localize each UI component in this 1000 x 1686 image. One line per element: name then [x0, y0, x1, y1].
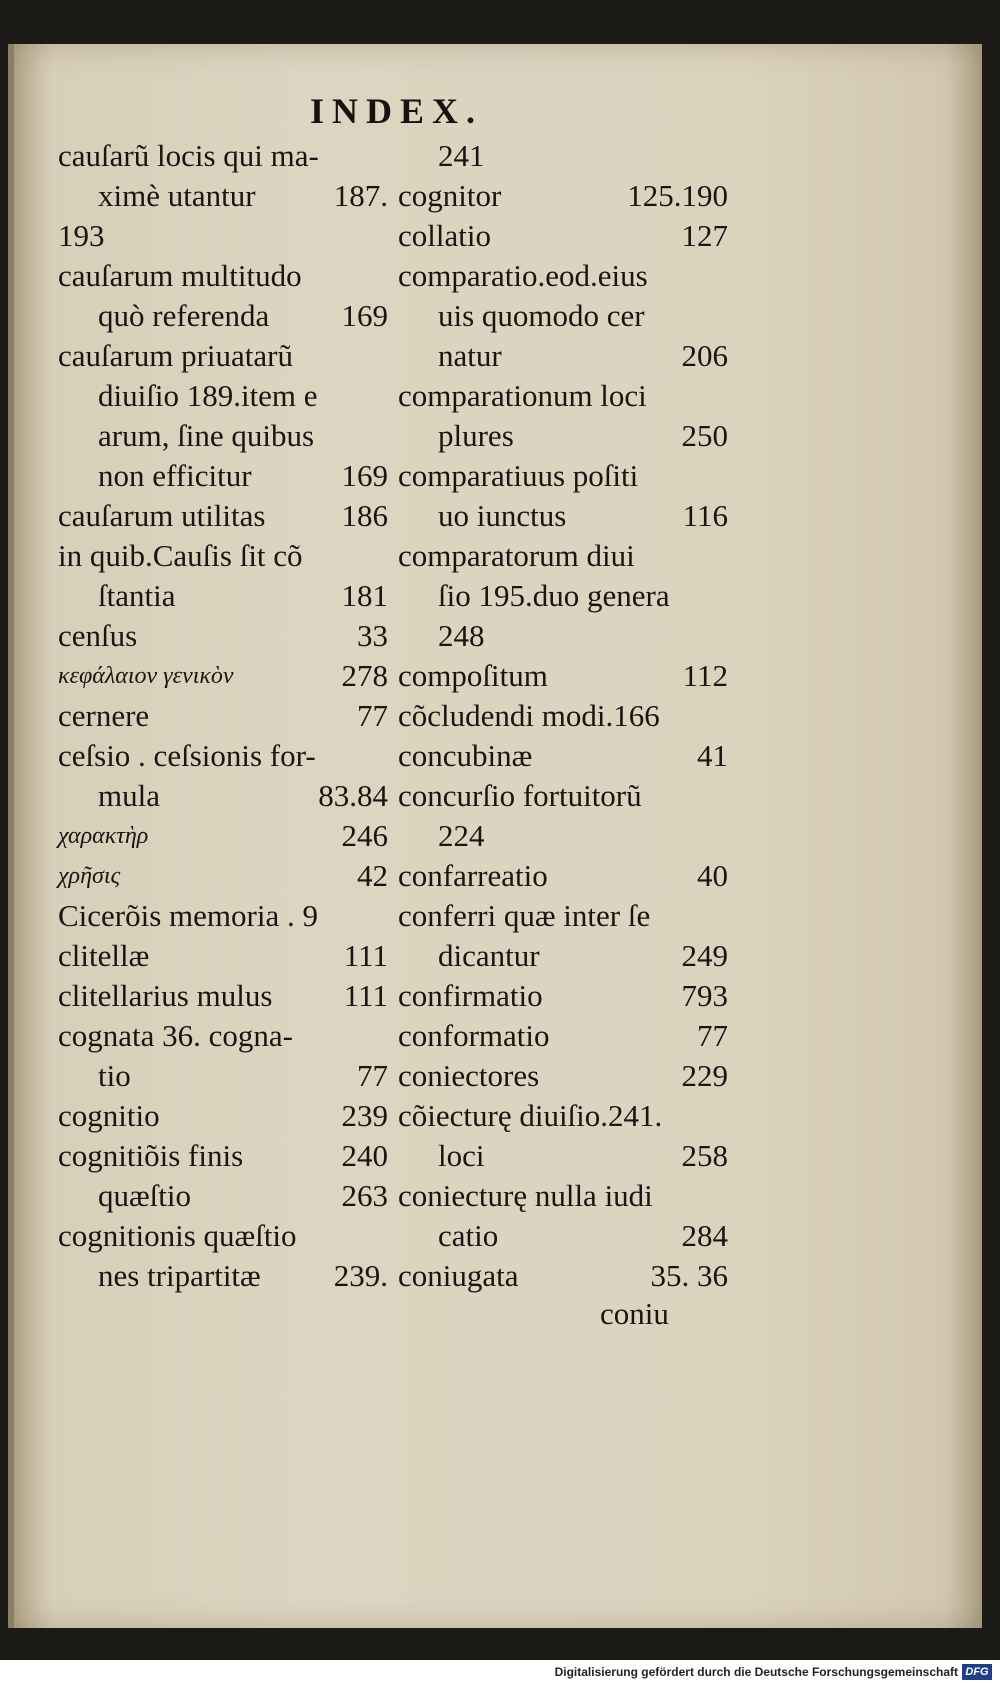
- index-entry: [58, 136, 388, 176]
- index-entry-term: dicantur: [438, 938, 540, 973]
- index-entry: [398, 456, 728, 496]
- index-column-left: [58, 136, 388, 1296]
- index-entry-page: 229: [681, 1058, 728, 1093]
- index-entry-term: tio: [98, 1058, 131, 1093]
- index-entry: [58, 576, 388, 616]
- index-entry-term: non efficitur: [98, 458, 252, 493]
- index-entry: [398, 976, 728, 1016]
- index-entry-page: 258: [681, 1138, 728, 1173]
- index-entry: [398, 616, 728, 656]
- index-entry-page: 239: [341, 1098, 388, 1133]
- index-entry-term: confarreatio: [398, 858, 548, 893]
- index-entry-page: 206: [681, 338, 728, 373]
- index-entry-page: 33: [357, 618, 388, 653]
- index-entry-term: natur: [438, 338, 502, 373]
- index-entry-page: 240: [341, 1138, 388, 1173]
- index-entry: [398, 1256, 728, 1296]
- index-entry-page: 169: [341, 298, 388, 333]
- index-entry: [58, 976, 388, 1016]
- index-entry: [398, 1136, 728, 1176]
- index-entry-term: cognitio: [58, 1098, 160, 1133]
- index-entry-page: 239.: [333, 1258, 388, 1293]
- index-entry: [58, 1096, 388, 1136]
- index-entry-term: quò referenda: [98, 298, 270, 333]
- index-entry-page: 246: [341, 818, 388, 853]
- index-entry-term: conformatio: [398, 1018, 550, 1053]
- index-entry: [398, 576, 728, 616]
- index-entry: [398, 376, 728, 416]
- index-entry: [398, 1016, 728, 1056]
- index-entry: [58, 256, 388, 296]
- index-entry-term: catio: [438, 1218, 499, 1253]
- index-entry: [58, 696, 388, 736]
- index-entry: [398, 176, 728, 216]
- index-entry-page: 111: [343, 938, 388, 973]
- index-entry: [58, 856, 388, 896]
- index-entry: [58, 896, 388, 936]
- index-entry: [58, 336, 388, 376]
- index-entry-page: 35. 36: [650, 1258, 728, 1293]
- index-entry-page: 125.190: [627, 178, 728, 213]
- index-entry-page: 250: [681, 418, 728, 453]
- index-entry: [398, 1176, 728, 1216]
- index-entry-term: in quib.Cauſis ſit cõ: [58, 538, 303, 573]
- index-entry-page: 42: [357, 858, 388, 893]
- index-entry-term: cauſarum multitudo: [58, 258, 302, 293]
- index-entry-page: 112: [682, 658, 728, 693]
- index-entry: [398, 136, 728, 176]
- index-entry-term: comparatio.eod.eius: [398, 258, 648, 293]
- index-entry: [58, 1216, 388, 1256]
- index-entry-term: clitellæ: [58, 938, 150, 973]
- index-entry-term: 241: [438, 138, 485, 173]
- index-entry: [58, 1136, 388, 1176]
- index-column-right: [398, 136, 728, 1296]
- index-entry: [58, 1016, 388, 1056]
- index-entry: [398, 816, 728, 856]
- index-entry: [398, 536, 728, 576]
- index-entry: [58, 296, 388, 336]
- index-entry-page: 263: [341, 1178, 388, 1213]
- index-entry-term: cognitiõis finis: [58, 1138, 244, 1173]
- index-entry-term: coniugata: [398, 1258, 519, 1293]
- index-entry-term: coniecturę nulla iudi: [398, 1178, 653, 1213]
- index-entry-page: 111: [343, 978, 388, 1013]
- index-entry-term: concubinæ: [398, 738, 533, 773]
- index-entry-term: cenſus: [58, 618, 138, 653]
- index-entry-page: 77: [357, 698, 388, 733]
- index-entry-page: 83.84: [318, 778, 388, 813]
- index-entry: [58, 376, 388, 416]
- index-entry: [398, 1216, 728, 1256]
- index-entry: [398, 256, 728, 296]
- index-entry: [58, 216, 388, 256]
- page-header: INDEX.: [310, 91, 484, 131]
- index-entry-page: 187.: [333, 178, 388, 213]
- index-entry: [58, 816, 388, 856]
- index-entry-term: cauſarum utilitas: [58, 498, 266, 533]
- index-entry-term: cognitionis quæſtio: [58, 1218, 297, 1253]
- index-entry-term: loci: [438, 1138, 485, 1173]
- index-entry-page: 127: [681, 218, 728, 253]
- index-entry-term: plures: [438, 418, 514, 453]
- index-entry: [58, 536, 388, 576]
- index-entry-term: quæſtio: [98, 1178, 192, 1213]
- index-entry-term: ximè utantur: [98, 178, 256, 213]
- index-entry: [398, 736, 728, 776]
- index-entry-term: collatio: [398, 218, 491, 253]
- index-entry-page: 284: [681, 1218, 728, 1253]
- index-entry-term: Cicerõis memoria . 9: [58, 898, 318, 933]
- index-entry: [398, 776, 728, 816]
- index-entry-term: cernere: [58, 698, 150, 733]
- index-entry: [58, 176, 388, 216]
- index-entry-term: cauſarum priuatarũ: [58, 338, 293, 373]
- index-entry-page: 77: [357, 1058, 388, 1093]
- index-entry-term: compoſitum: [398, 658, 548, 693]
- index-entry-page: 169: [341, 458, 388, 493]
- index-entry-term: χρῆσις: [58, 863, 121, 889]
- index-entry-term: 193: [58, 218, 105, 253]
- index-entry-term: ſtantia: [98, 578, 176, 613]
- index-entry: [398, 896, 728, 936]
- index-entry: [398, 936, 728, 976]
- index-entry: [398, 656, 728, 696]
- index-entry-page: 41: [697, 738, 728, 773]
- index-entry: [398, 856, 728, 896]
- index-entry-term: diuiſio 189.item e: [98, 378, 318, 413]
- index-entry-term: mula: [98, 778, 160, 813]
- index-entry: [398, 696, 728, 736]
- index-entry: [398, 496, 728, 536]
- index-entry: [398, 216, 728, 256]
- index-entry-term: nes tripartitæ: [98, 1258, 261, 1293]
- index-entry: [58, 496, 388, 536]
- index-entry: [58, 776, 388, 816]
- catchword: coniu: [600, 1296, 669, 1331]
- index-entry: [58, 1176, 388, 1216]
- index-entry-term: uo iunctus: [438, 498, 567, 533]
- index-entry-term: ceſsio . ceſsionis for-: [58, 738, 316, 773]
- index-entry: [58, 736, 388, 776]
- index-entry-page: 249: [681, 938, 728, 973]
- index-entry-term: comparatorum diui: [398, 538, 635, 573]
- index-entry-term: clitellarius mulus: [58, 978, 273, 1013]
- index-entry: [58, 416, 388, 456]
- index-entry-term: χαρακτὴρ: [58, 823, 149, 849]
- index-entry-page: 40: [697, 858, 728, 893]
- index-entry-term: cõiecturę diuiſio.241.: [398, 1098, 663, 1133]
- index-entry: [398, 416, 728, 456]
- index-entry-term: cognitor: [398, 178, 502, 213]
- index-entry-term: coniectores: [398, 1058, 540, 1093]
- index-entry: [58, 1256, 388, 1296]
- index-entry-term: 248: [438, 618, 485, 653]
- index-entry-page: 793: [681, 978, 728, 1013]
- index-entry-term: ſio 195.duo genera: [438, 578, 670, 613]
- index-entry: [58, 936, 388, 976]
- index-entry-page: 278: [341, 658, 388, 693]
- index-entry: [398, 296, 728, 336]
- index-entry-page: 181: [341, 578, 388, 613]
- dfg-logo: DFG: [962, 1664, 992, 1680]
- footer-credit: Digitalisierung gefördert durch die Deutsche Forschungsgemeinschaft: [554, 1665, 958, 1679]
- index-entry-term: 224: [438, 818, 485, 853]
- index-entry: [58, 1056, 388, 1096]
- index-entry: [58, 456, 388, 496]
- index-entry: [398, 1096, 728, 1136]
- index-entry-term: comparatiuus poſiti: [398, 458, 639, 493]
- index-entry: [398, 1056, 728, 1096]
- index-entry-term: κεφάλαιον γενικὸν: [58, 663, 234, 689]
- index-entry: [398, 336, 728, 376]
- index-entry-term: comparationum loci: [398, 378, 647, 413]
- index-entry: [58, 656, 388, 696]
- index-entry-term: conferri quæ inter ſe: [398, 898, 651, 933]
- index-entry-term: uis quomodo cer: [438, 298, 645, 333]
- index-entry-term: cognata 36. cogna-: [58, 1018, 293, 1053]
- index-entry-page: 116: [682, 498, 728, 533]
- index-entry-term: cõcludendi modi.166: [398, 698, 660, 733]
- index-entry: [58, 616, 388, 656]
- index-entry-term: arum, ſine quibus: [98, 418, 315, 453]
- index-entry-term: confirmatio: [398, 978, 543, 1013]
- index-entry-page: 77: [697, 1018, 728, 1053]
- index-entry-term: cauſarũ locis qui ma-: [58, 138, 319, 173]
- index-entry-term: concurſio fortuitorũ: [398, 778, 642, 813]
- index-entry-page: 186: [341, 498, 388, 533]
